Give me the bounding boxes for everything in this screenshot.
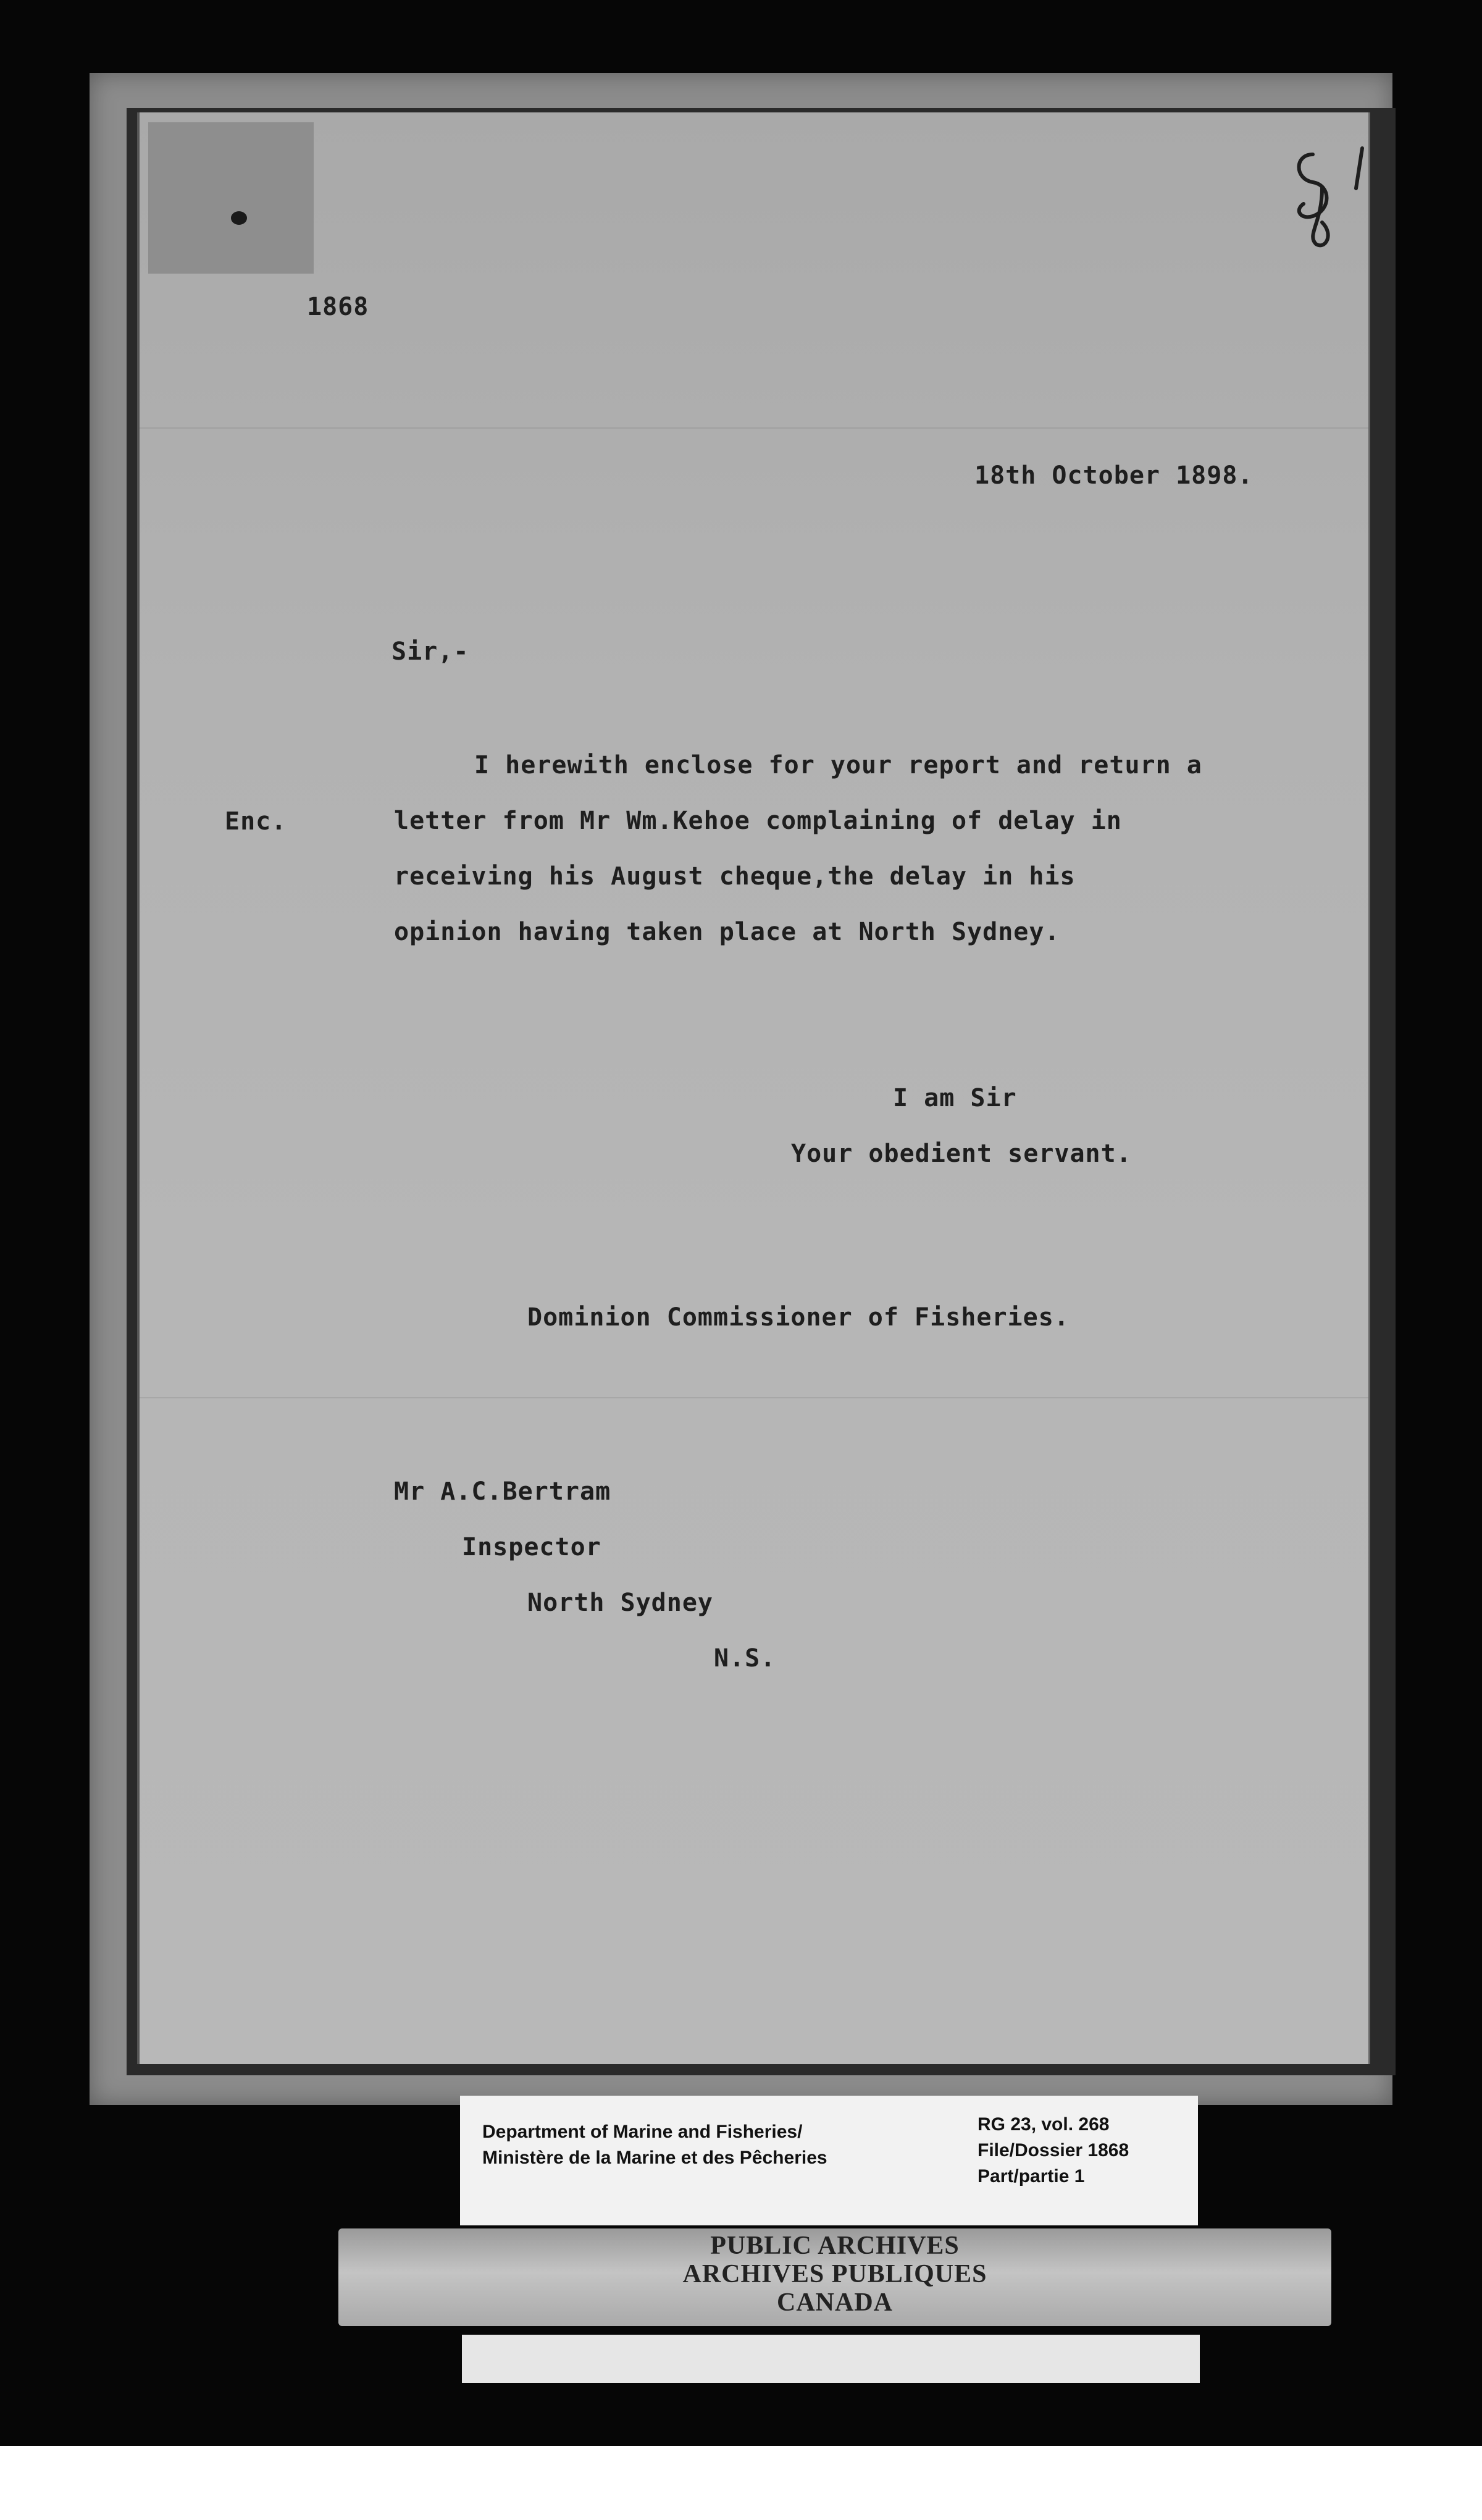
part-reference: Part/partie 1 (978, 2166, 1085, 2186)
corner-patch (148, 122, 314, 274)
handwritten-mark (1288, 130, 1370, 253)
salutation: Sir,- (391, 637, 469, 666)
file-reference: File/Dossier 1868 (978, 2140, 1129, 2161)
body-line: I herewith enclose for your report and return a (474, 751, 1202, 779)
department-french: Ministère de la Marine et des Pêcheries (482, 2148, 827, 2168)
body-line: opinion having taken place at North Sydney. (394, 918, 1060, 946)
stamp-line: CANADA (777, 2288, 893, 2317)
bottom-tab (462, 2335, 1200, 2383)
archive-label (460, 2096, 1198, 2225)
letter-page (137, 112, 1370, 2064)
addressee-line: North Sydney (527, 1589, 713, 1617)
addressee-line: N.S. (714, 1644, 776, 1673)
fold-line (140, 1397, 1368, 1398)
fold-line (140, 427, 1368, 429)
archives-stamp (338, 2228, 1331, 2326)
staple-hole (231, 211, 247, 225)
addressee-line: Inspector (462, 1533, 601, 1561)
enclosure-note: Enc. (225, 807, 287, 836)
closing-line: I am Sir (893, 1084, 1017, 1112)
addressee-line: Mr A.C.Bertram (394, 1477, 611, 1506)
body-line: letter from Mr Wm.Kehoe complaining of delay in (394, 807, 1122, 835)
stamp-line: ARCHIVES PUBLIQUES (682, 2260, 987, 2288)
department-english: Department of Marine and Fisheries/ (482, 2122, 803, 2142)
volume-reference: RG 23, vol. 268 (978, 2114, 1110, 2135)
stamp-line: PUBLIC ARCHIVES (710, 2232, 960, 2260)
signature-title: Dominion Commissioner of Fisheries. (527, 1303, 1070, 1332)
body-line: receiving his August cheque,the delay in his (394, 862, 1076, 891)
file-number: 1868 (307, 293, 369, 321)
letter-date: 18th October 1898. (974, 461, 1254, 490)
closing-line: Your obedient servant. (791, 1140, 1132, 1168)
